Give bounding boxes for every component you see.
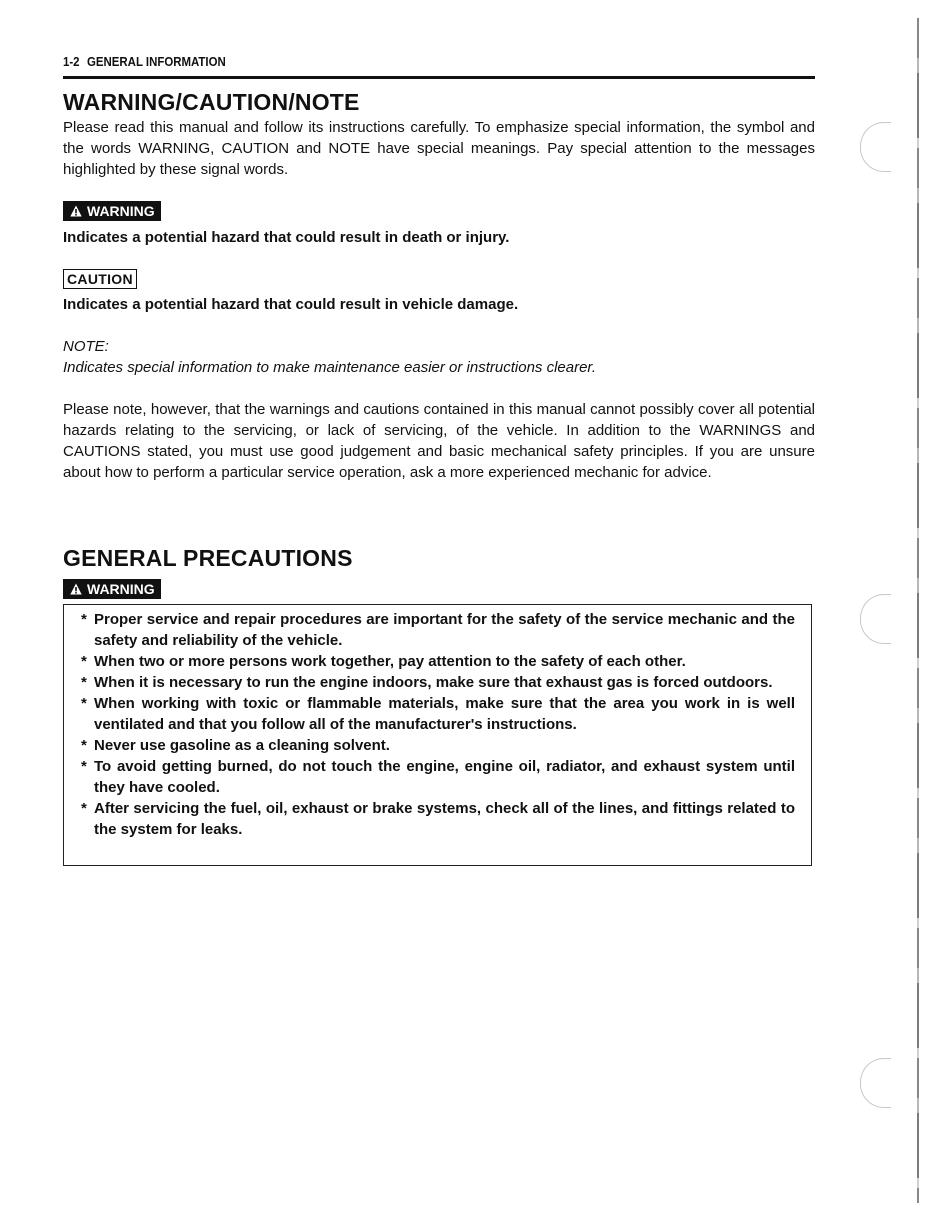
scan-edge-shadow bbox=[917, 18, 919, 1203]
precaution-text: When working with toxic or flammable materials, make sure that the area you work in is well ventilated and that you follow all of the manufacturer's instructions. bbox=[94, 695, 795, 733]
precaution-text: Never use gasoline as a cleaning solvent. bbox=[94, 737, 390, 754]
binder-hole bbox=[860, 1058, 891, 1108]
precaution-text: After servicing the fuel, oil, exhaust or brake systems, check all of the lines, and fittings related to the system for leaks. bbox=[94, 800, 795, 838]
precaution-text: To avoid getting burned, do not touch the engine, engine oil, radiator, and exhaust system until they have cooled. bbox=[94, 758, 795, 796]
list-item bbox=[81, 609, 795, 651]
bullet: * bbox=[81, 611, 87, 628]
list-item bbox=[81, 651, 795, 672]
list-item bbox=[81, 672, 795, 693]
caution-label: CAUTION bbox=[63, 269, 137, 289]
warning-definition: Indicates a potential hazard that could result in death or injury. bbox=[63, 229, 510, 246]
warning-caution-note-heading: WARNING/CAUTION/NOTE bbox=[63, 89, 360, 115]
note-label: NOTE: bbox=[63, 338, 109, 355]
list-item bbox=[81, 798, 795, 840]
page-number: 1-2 bbox=[63, 54, 80, 69]
binder-hole bbox=[860, 122, 891, 172]
list-item bbox=[81, 735, 795, 756]
warning-label-text: WARNING bbox=[87, 203, 155, 219]
bullet: * bbox=[81, 695, 87, 712]
bullet: * bbox=[81, 653, 87, 670]
warning-label bbox=[63, 201, 161, 221]
list-item bbox=[81, 756, 795, 798]
precaution-text: When two or more persons work together, pay attention to the safety of each other. bbox=[94, 653, 686, 670]
warning-triangle-icon bbox=[70, 583, 82, 595]
precautions-warning-label bbox=[63, 579, 161, 599]
list-item bbox=[81, 693, 795, 735]
bullet: * bbox=[81, 758, 87, 775]
warning-label-text: WARNING bbox=[87, 581, 155, 597]
section-title: GENERAL INFORMATION bbox=[87, 54, 226, 69]
bullet: * bbox=[81, 800, 87, 817]
caution-definition: Indicates a potential hazard that could result in vehicle damage. bbox=[63, 296, 519, 313]
general-precautions-heading: GENERAL PRECAUTIONS bbox=[63, 545, 353, 571]
closing-paragraph: Please note, however, that the warnings and cautions contained in this manual cannot possibly cover all potential hazards relating to the servicing, or lack of servicing, of the vehicle. In addition to the WARNINGS and CAUTIONS stated, you must use good judgement and basic mechanical safety principles. If you are unsure about how to perform a particular service operation, ask a more experienced mechanic for advice. bbox=[63, 401, 815, 481]
precaution-text: When it is necessary to run the engine indoors, make sure that exhaust gas is forced outdoors. bbox=[94, 674, 773, 691]
precautions-warning-box bbox=[63, 604, 812, 866]
bullet: * bbox=[81, 674, 87, 691]
precautions-list bbox=[64, 605, 811, 840]
note-definition: Indicates special information to make maintenance easier or instructions clearer. bbox=[63, 359, 597, 376]
precaution-text: Proper service and repair procedures are important for the safety of the service mechanic and the safety and reliability of the vehicle. bbox=[94, 611, 795, 649]
running-header bbox=[63, 52, 815, 79]
intro-paragraph: Please read this manual and follow its instructions carefully. To emphasize special information, the symbol and the words WARNING, CAUTION and NOTE have special meanings. Pay special attention to the messages highlighted by these signal words. bbox=[63, 119, 815, 178]
binder-hole bbox=[860, 594, 891, 644]
bullet: * bbox=[81, 737, 87, 754]
warning-triangle-icon bbox=[70, 205, 82, 217]
